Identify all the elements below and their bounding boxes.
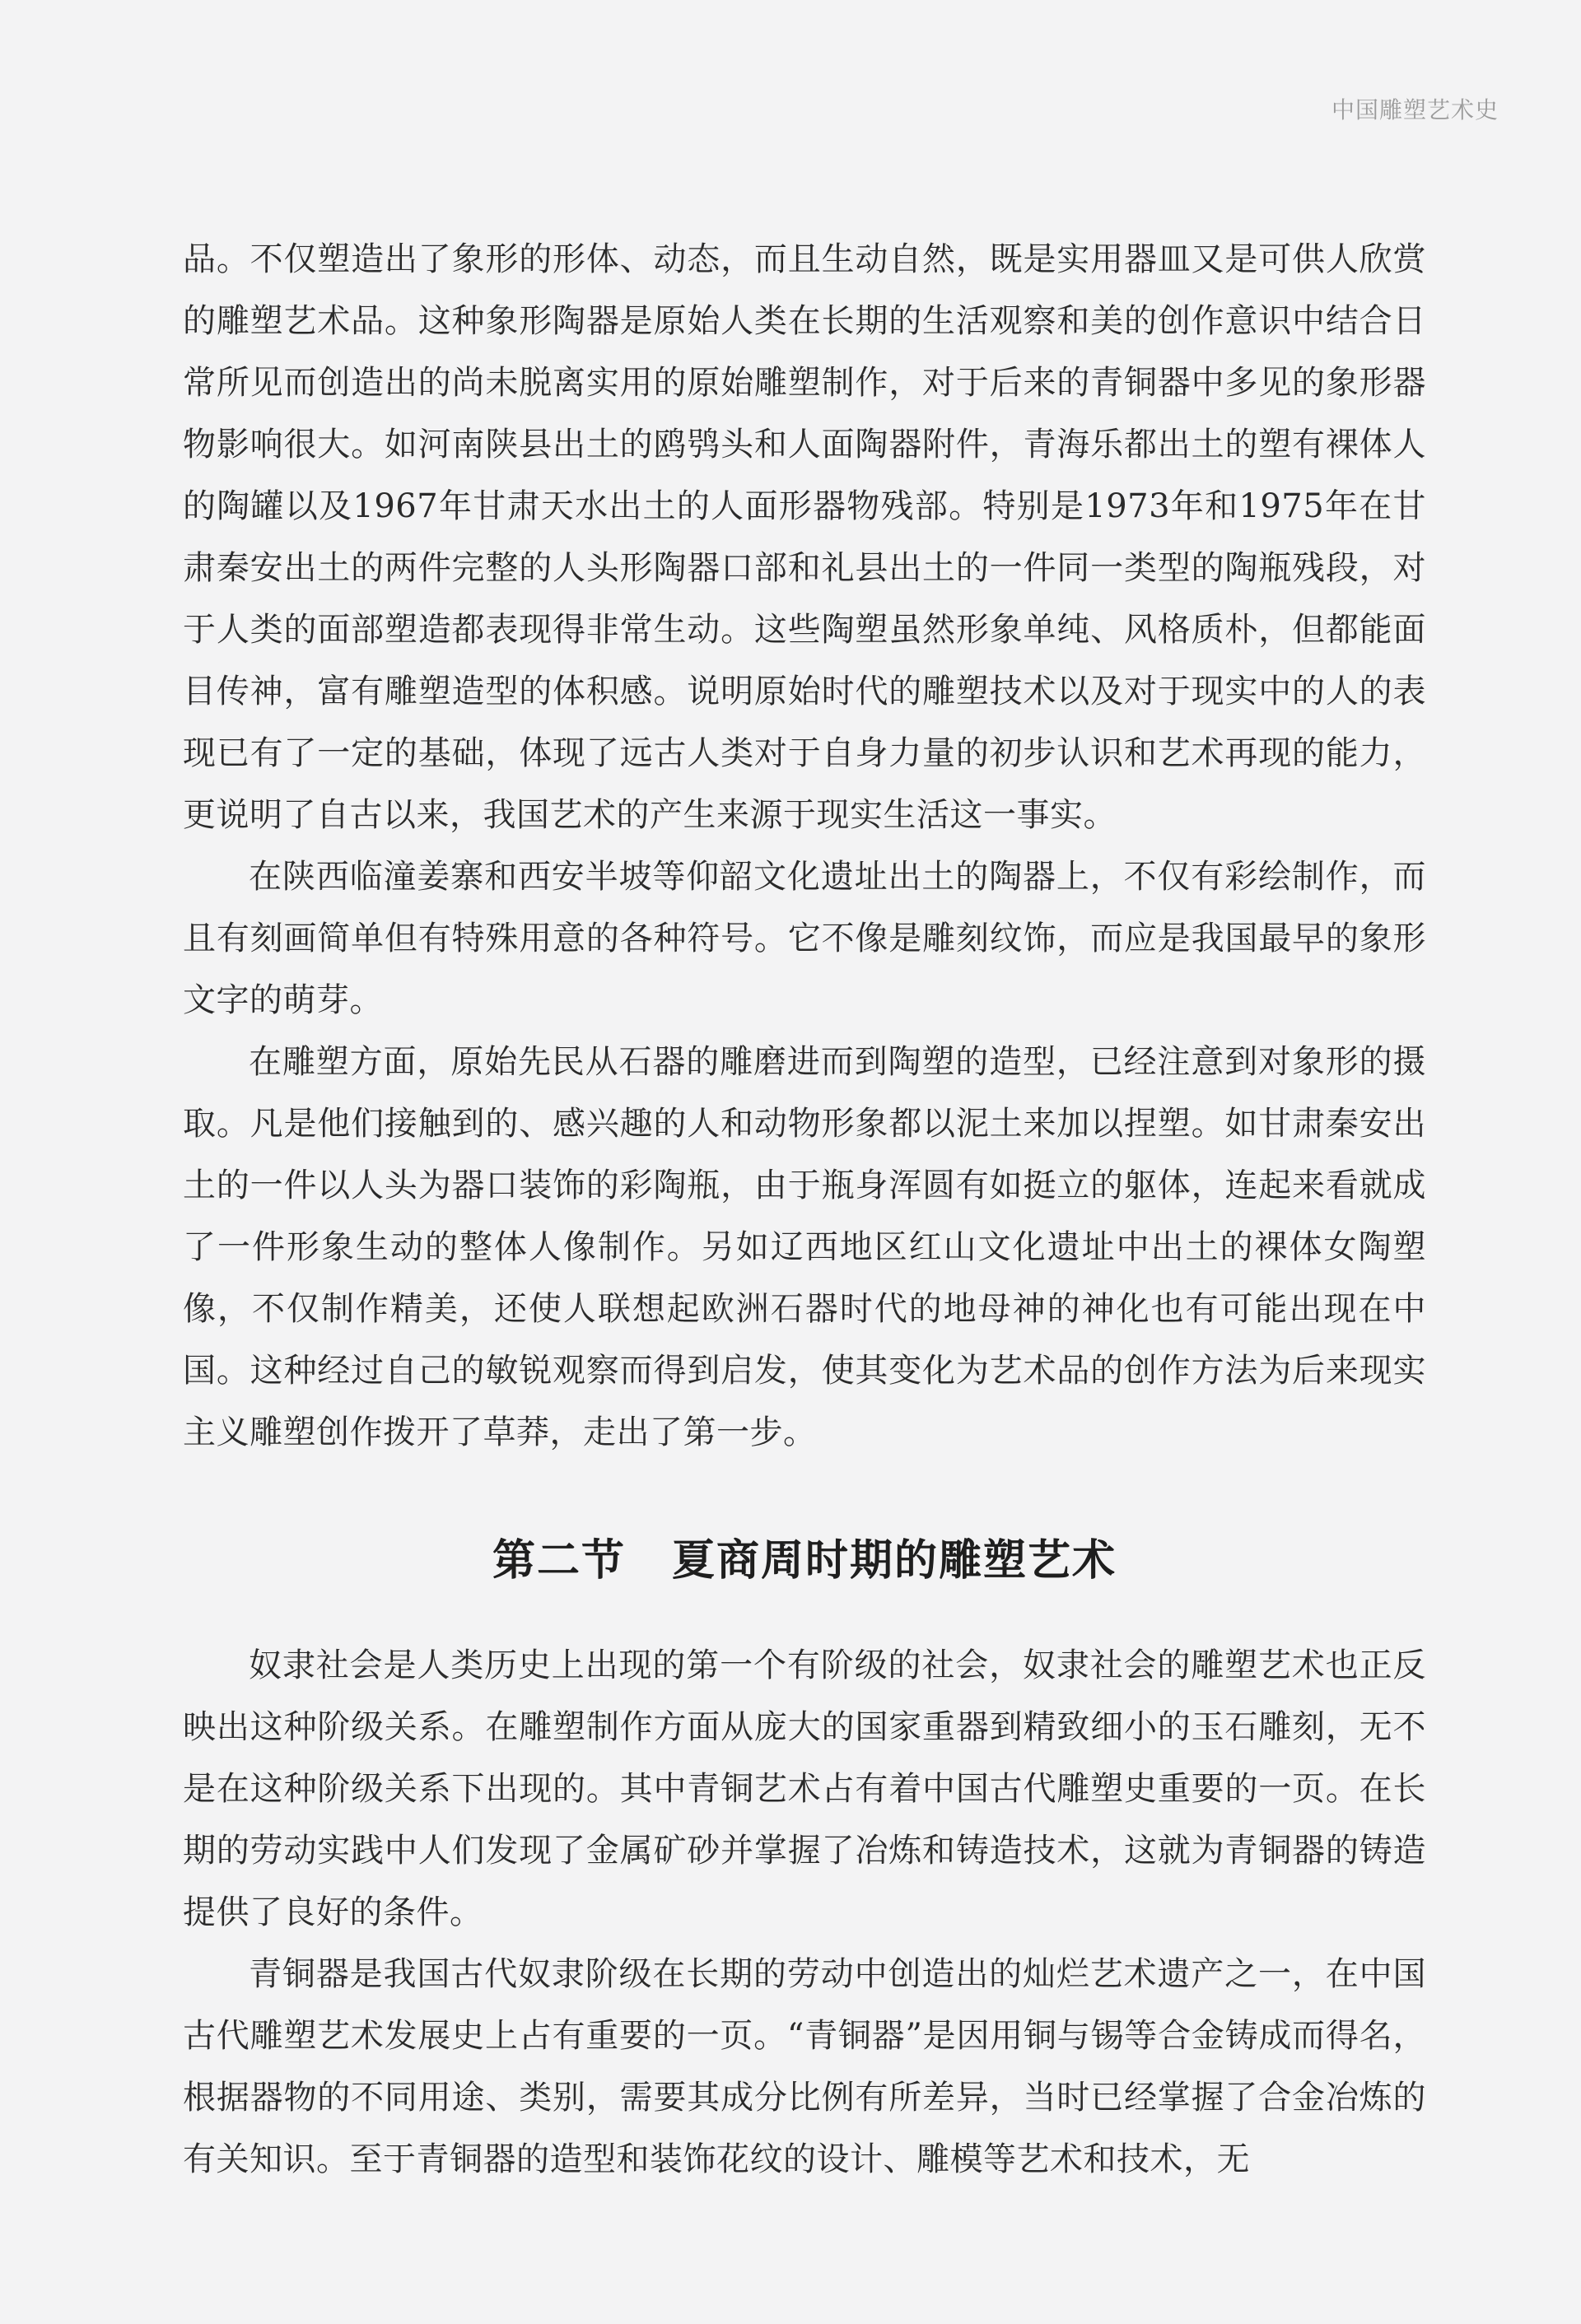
- paragraph: 青铜器是我国古代奴隶阶级在长期的劳动中创造出的灿烂艺术遗产之一，在中国古代雕塑艺术发展史上占有重要的一页。“青铜器”是因用铜与锡等合金铸成而得名，根据器物的不同用途、类别，需要其成分比例有所差异，当时已经掌握了合金冶炼的有关知识。至于青铜器的造型和装饰花纹的设计、雕模等艺术和技术，无: [183, 1955, 1426, 2178]
- paragraph: 在陕西临潼姜寨和西安半坡等仰韶文化遗址出土的陶器上，不仅有彩绘制作，而且有刻画简单但有特殊用意的各种符号。它不像是雕刻纹饰，而应是我国最早的象形文字的萌芽。: [183, 858, 1426, 1019]
- paragraph: 在雕塑方面，原始先民从石器的雕磨进而到陶塑的造型，已经注意到对象形的摄取。凡是他们接触到的、感兴趣的人和动物形象都以泥土来加以捏塑。如甘肃秦安出土的一件以人头为器口装饰的彩陶瓶，由于瓶身浑圆有如挺立的躯体，连起来看就成了一件形象生动的整体人像制作。另如辽西地区红山文化遗址中出土的裸体女陶塑像，不仅制作精美，还使人联想起欧洲石器时代的地母神的神化也有可能出现在中国。这种经过自己的敏锐观察而得到启发，使其变化为艺术品的创作方法为后来现实主义雕塑创作拨开了草莽，走出了第一步。: [183, 1043, 1426, 1451]
- section-number: 第二节: [492, 1536, 626, 1586]
- paragraph: 品。不仅塑造出了象形的形体、动态，而且生动自然，既是实用器皿又是可供人欣赏的雕塑艺术品。这种象形陶器是原始人类在长期的生活观察和美的创作意识中结合日常所见而创造出的尚未脱离实用的原始雕塑制作，对于后来的青铜器中多见的象形器物影响很大。如河南陕县出土的鸥鸮头和人面陶器附件，青海乐都出土的塑有裸体人的陶罐以及1967年甘肃天水出土的人面形器物残部。特别是1973年和1975年在甘肃秦安出土的两件完整的人头形陶器口部和礼县出土的一件同一类型的陶瓶残段，对于人类的面部塑造都表现得非常生动。这些陶塑虽然形象单纯、风格质朴，但都能面目传神，富有雕塑造型的体积感。说明原始时代的雕塑技术以及对于现实中的人的表现已有了一定的基础，体现了远古人类对于自身力量的初步认识和艺术再现的能力，更说明了自古以来，我国艺术的产生来源于现实生活这一事实。: [183, 240, 1426, 834]
- running-header: 中国雕塑艺术史: [1331, 96, 1499, 123]
- paragraph: 奴隶社会是人类历史上出现的第一个有阶级的社会，奴隶社会的雕塑艺术也正反映出这种阶级关系。在雕塑制作方面从庞大的国家重器到精致细小的玉石雕刻，无不是在这种阶级关系下出现的。其中青铜艺术占有着中国古代雕塑史重要的一页。在长期的劳动实践中人们发现了金属矿砂并掌握了冶炼和铸造技术，这就为青铜器的铸造提供了良好的条件。: [183, 1646, 1426, 1931]
- page-body: [183, 229, 1426, 2191]
- section-heading: [183, 1528, 1426, 1594]
- section-title: 夏商周时期的雕塑艺术: [672, 1536, 1117, 1586]
